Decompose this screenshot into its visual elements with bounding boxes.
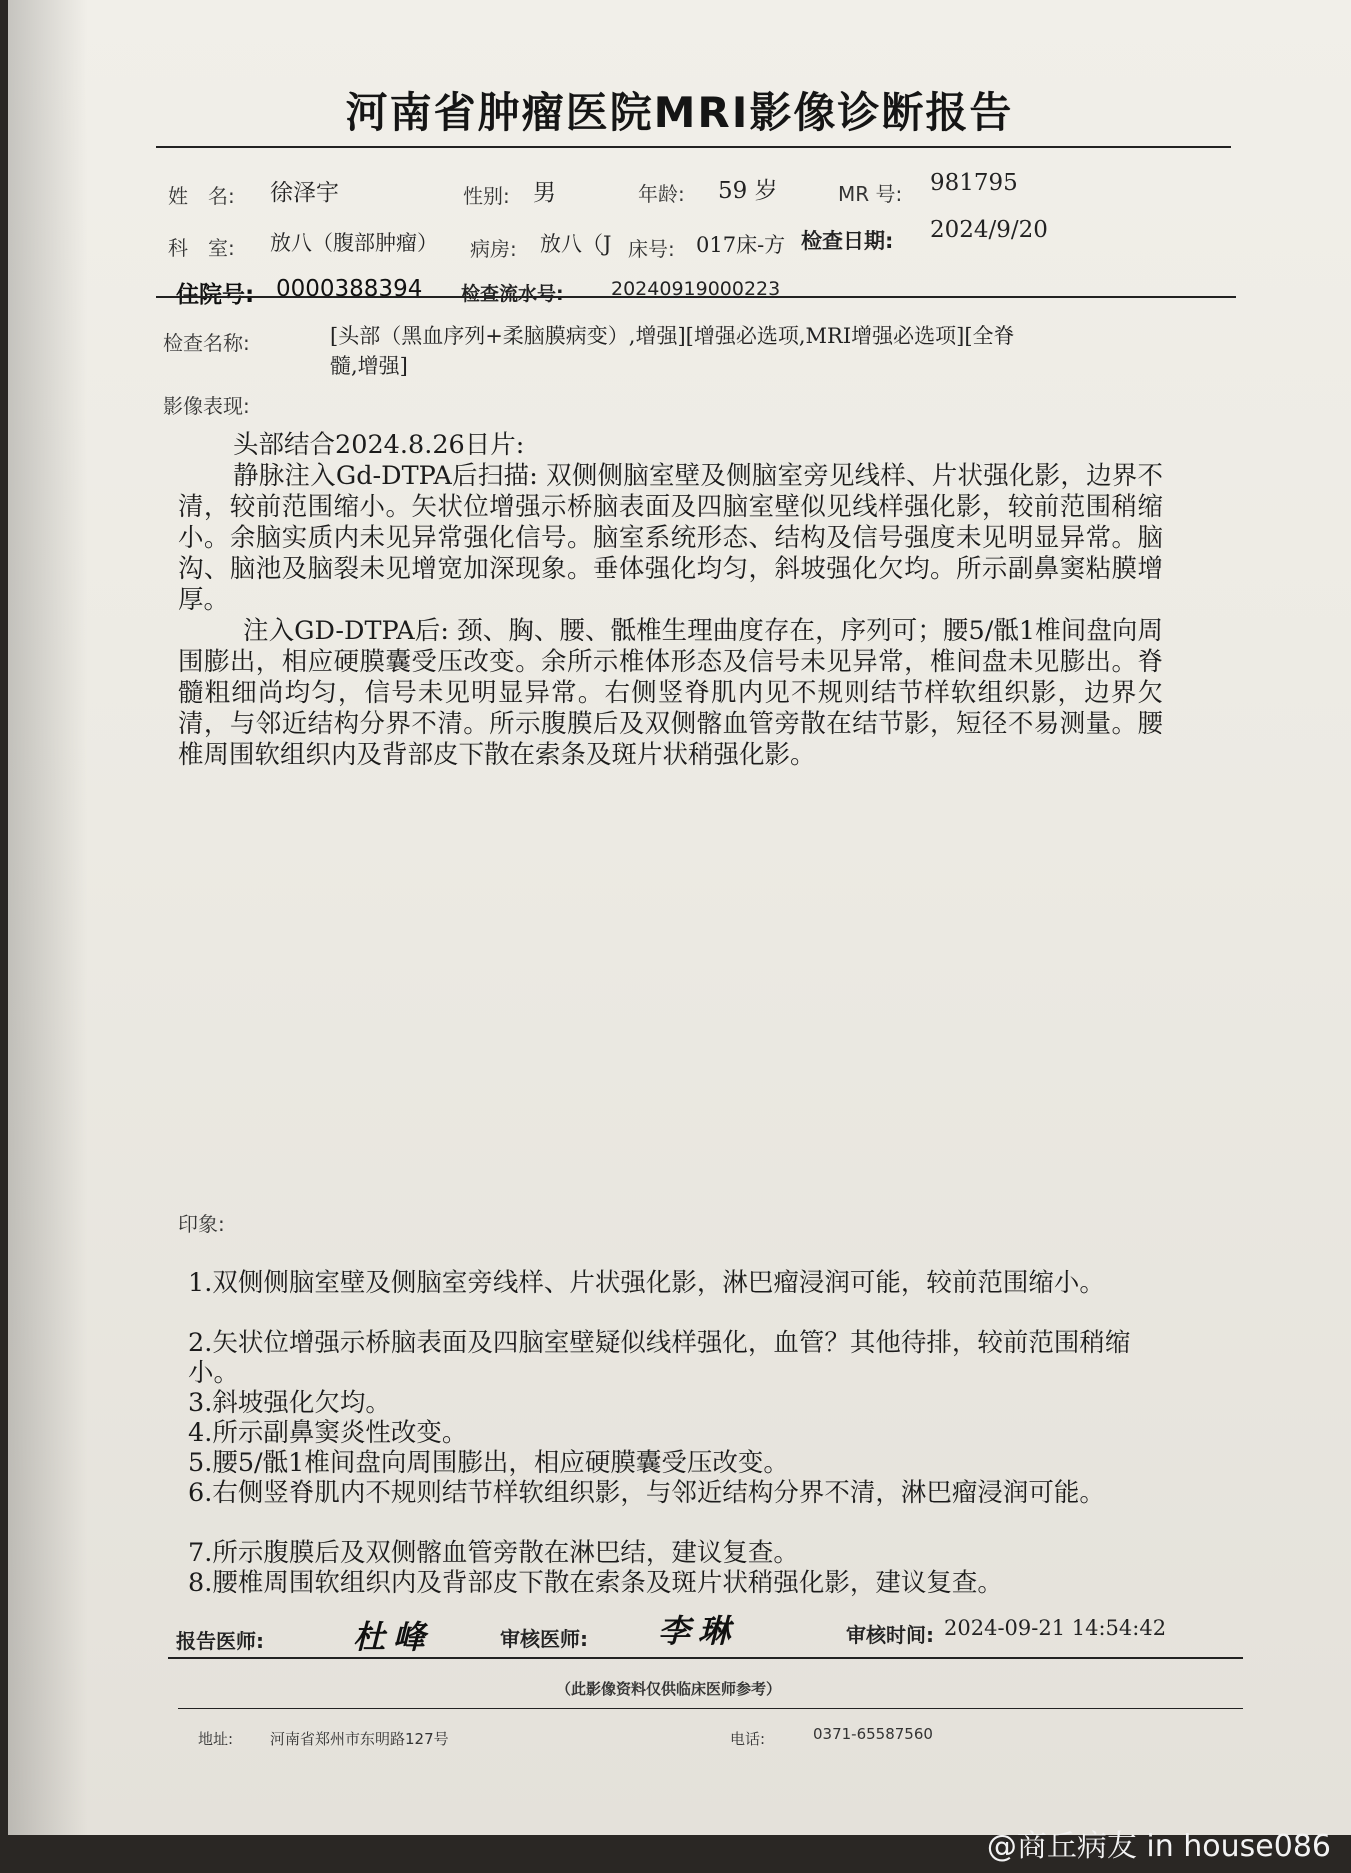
impression-item-2: 2.矢状位增强示桥脑表面及四脑室壁疑似线样强化，血管？其他待排，较前范围稍缩小。 (188, 1328, 1131, 1388)
report-paper (8, 0, 1351, 1835)
admission-number: 0000388394 (276, 276, 423, 302)
address-label: 地址: (198, 1730, 234, 1748)
mr-number: 981795 (930, 170, 1018, 196)
ward-value: 放八（J (540, 232, 612, 256)
exam-name-line1: [头部（黑血序列+柔脑膜病变）,增强][增强必选项,MRI增强必选项][全脊 (330, 324, 1015, 348)
impression-item-1: 1.双侧侧脑室壁及侧脑室旁线样、片状强化影，淋巴瘤浸润可能，较前范围缩小。 (188, 1268, 1105, 1298)
admission-label: 住院号: (176, 282, 255, 308)
phone-label: 电话: (730, 1730, 766, 1748)
patient-sex: 男 (533, 180, 556, 206)
header-rule (156, 296, 1236, 298)
reviewer-signature: 李琳 (658, 1612, 739, 1650)
reporter-label: 报告医师: (176, 1629, 264, 1653)
reporter-signature: 杜峰 (353, 1618, 434, 1656)
exam-date: 2024/9/20 (930, 217, 1048, 243)
findings-label: 影像表现: (163, 394, 250, 418)
review-time-label: 审核时间: (846, 1623, 934, 1647)
impression-item-6: 6.右侧竖脊肌内不规则结节样软组织影，与邻近结构分界不清，淋巴瘤浸润可能。 (188, 1478, 1105, 1508)
serial-label: 检查流水号: (461, 283, 564, 305)
serial-number: 20240919000223 (611, 278, 781, 300)
dept-label: 科 室: (168, 236, 235, 260)
phone-value: 0371-65587560 (813, 1725, 933, 1743)
exam-name-label: 检查名称: (163, 331, 250, 355)
ward-label: 病房: (470, 237, 517, 261)
date-label: 检查日期: (801, 229, 894, 253)
signoff-rule (168, 1657, 1243, 1659)
title-rule (156, 146, 1231, 148)
mr-label: MR 号: (838, 182, 903, 206)
footer-rule (178, 1708, 1243, 1709)
watermark-text: @商丘病友 in house086 (986, 1829, 1331, 1864)
patient-age: 59 岁 (718, 178, 778, 204)
age-label: 年龄: (638, 182, 685, 206)
bed-value: 017床-方 (696, 233, 786, 257)
impression-item-3: 3.斜坡强化欠均。 (188, 1388, 391, 1418)
impression-label: 印象: (178, 1212, 225, 1236)
impression-item-8: 8.腰椎周围软组织内及背部皮下散在索条及斑片状稍强化影，建议复查。 (188, 1568, 1003, 1598)
sex-label: 性别: (463, 184, 510, 208)
dept-value: 放八（腹部肿瘤） (270, 231, 438, 255)
patient-name: 徐泽宇 (270, 180, 339, 206)
impression-item-7: 7.所示腹膜后及双侧髂血管旁散在淋巴结，建议复查。 (188, 1538, 799, 1568)
findings-head-paragraph: 静脉注入Gd-DTPA后扫描: 双侧侧脑室壁及侧脑室旁见线样、片状强化影，边界不清，较前范围缩小。矢状位增强示桥脑表面及四脑室壁似见线样强化影，较前范围稍缩小。余脑实质内未见异常强化信号。脑室系统形态、结构及信号强度未见明显异常。脑沟、脑池及脑裂未见增宽加深现象。垂体强化均匀，斜坡强化欠均。所示副鼻窦粘膜增厚。 (178, 461, 1163, 615)
findings-spine-paragraph: 注入GD-DTPA后: 颈、胸、腰、骶椎生理曲度存在，序列可；腰5/骶1椎间盘向周围膨出，相应硬膜囊受压改变。余所示椎体形态及信号未见异常，椎间盘未见膨出。脊髓粗细尚均匀，信号未见明显异常。右侧竖脊肌内见不规则结节样软组织影，边界欠清，与邻近结构分界不清。所示腹膜后及双侧髂血管旁散在结节影，短径不易测量。腰椎周围软组织内及背部皮下散在索条及斑片状稍强化影。 (178, 616, 1163, 770)
impression-item-4: 4.所示副鼻窦炎性改变。 (188, 1418, 468, 1448)
reviewer-label: 审核医师: (500, 1627, 588, 1651)
impression-item-5: 5.腰5/骶1椎间盘向周围膨出，相应硬膜囊受压改变。 (188, 1448, 789, 1478)
report-title: 河南省肿瘤医院MRI影像诊断报告 (345, 88, 1014, 137)
address-value: 河南省郑州市东明路127号 (270, 1730, 449, 1748)
footer-note: （此影像资料仅供临床医师参考） (556, 1680, 782, 1698)
bed-label: 床号: (628, 237, 675, 261)
exam-name-line2: 髓,增强] (330, 354, 408, 378)
page-shadow (8, 0, 88, 1835)
findings-intro: 头部结合2024.8.26日片: (233, 430, 525, 460)
review-time: 2024-09-21 14:54:42 (944, 1616, 1167, 1640)
name-label: 姓 名: (168, 184, 235, 208)
